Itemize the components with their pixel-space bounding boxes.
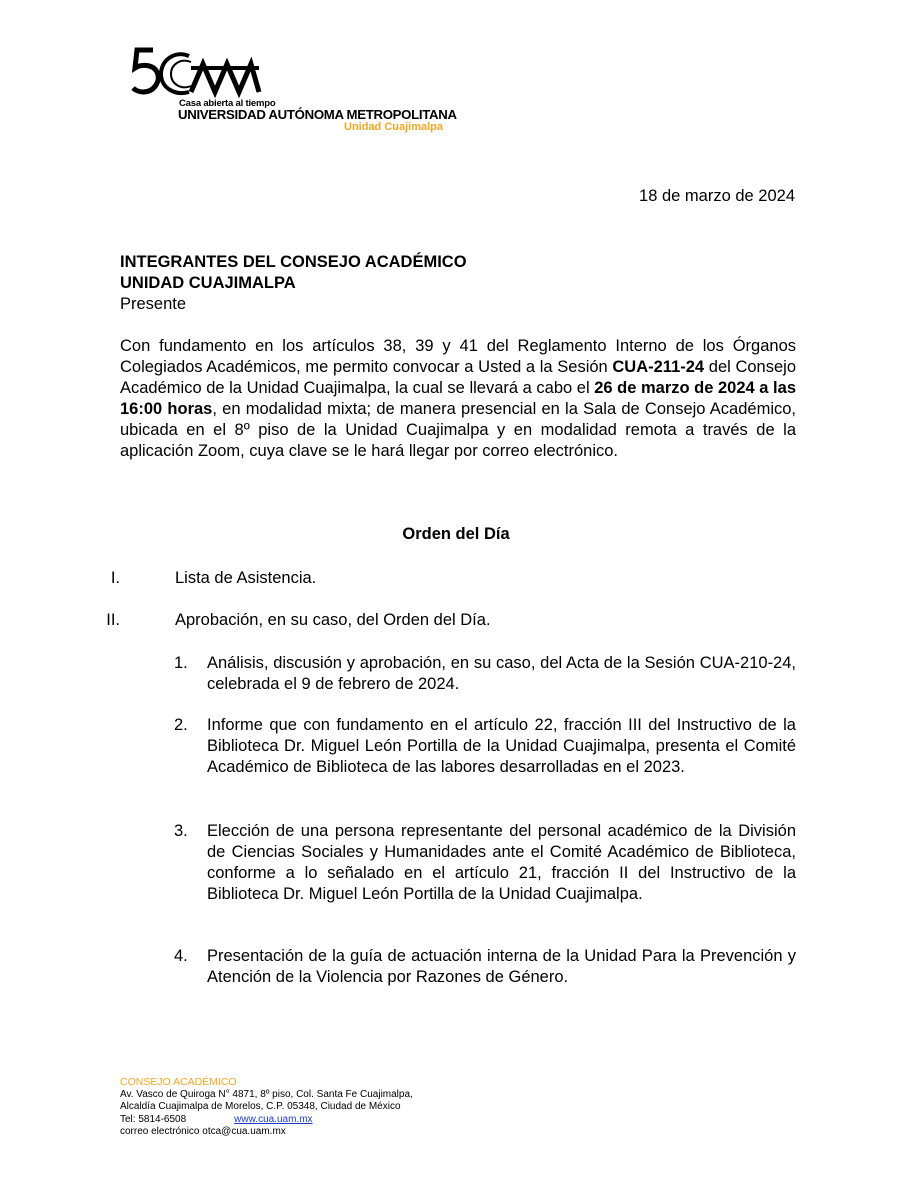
agenda-item-text: Análisis, discusión y aprobación, en su caso, del Acta de la Sesión CUA-210-24, celebrada el 9 de febrero de 2024.: [207, 654, 796, 693]
addressee-line-3: Presente: [120, 295, 187, 313]
roman-text: Aprobación, en su caso, del Orden del Día.: [175, 611, 491, 629]
agenda-item-number: 4.: [174, 947, 188, 965]
footer-contact: [120, 1076, 413, 1139]
intro-paragraph: [120, 336, 796, 462]
unit-name: Unidad Cuajimalpa: [344, 121, 444, 133]
roman-text: Lista de Asistencia.: [175, 569, 317, 587]
footer-website-link[interactable]: www.cua.uam.mx: [234, 1113, 313, 1125]
addressee-line-2: UNIDAD CUAJIMALPA: [120, 274, 296, 292]
footer-org: CONSEJO ACADÉMICO: [120, 1076, 237, 1088]
footer-email: correo electrónico otca@cua.uam.mx: [120, 1126, 286, 1137]
roman-number: II.: [106, 611, 120, 629]
intro-text-1: Con fundamento en los artículos 38, 39 y 41 del Reglamento Interno de los Órganos Colegiados Académicos, me permito convocar a Usted a la Sesión: [120, 337, 796, 376]
agenda-item-number: 2.: [174, 716, 188, 734]
university-name: UNIVERSIDAD AUTÓNOMA METROPOLITANA: [178, 107, 457, 122]
agenda-item: [170, 821, 796, 905]
agenda-title: Orden del Día: [402, 525, 510, 543]
intro-text-2: del Consejo Académico de la Unidad Cuajimalpa, la cual se llevará a cabo el: [120, 358, 796, 397]
agenda-item-number: 3.: [174, 822, 188, 840]
addressee-block: [120, 252, 467, 315]
logo-tagline: Casa abierta al tiempo: [179, 98, 276, 109]
footer-address-1: Av. Vasco de Quiroga N° 4871, 8º piso, Col. Santa Fe Cuajimalpa,: [120, 1088, 413, 1100]
intro-text-3: , en modalidad mixta; de manera presencial en la Sala de Consejo Académico, ubicada en el 8º piso de la Unidad Cuajimalpa y en modalidad remota a través de la aplicación Zoom, cuya clave se le hará llegar por correo electrónico.: [120, 400, 796, 460]
addressee-line-1: INTEGRANTES DEL CONSEJO ACADÉMICO: [120, 253, 467, 271]
uam-logo: [131, 46, 461, 138]
agenda-item: [170, 715, 796, 778]
footer-tel-row: [120, 1114, 413, 1127]
footer-tel: Tel: 5814-6508: [120, 1113, 187, 1125]
roman-number: I.: [110, 569, 120, 587]
agenda-item-number: 1.: [174, 654, 188, 672]
session-id: CUA-211-24: [612, 358, 705, 376]
agenda-item-text: Presentación de la guía de actuación interna de la Unidad Para la Prevención y Atención de la Violencia por Razones de Género.: [207, 947, 796, 986]
session-datetime: 26 de marzo de 2024 a las 16:00 horas: [120, 379, 796, 418]
letter-date: 18 de marzo de 2024: [639, 187, 795, 205]
footer-address-2: Alcaldía Cuajimalpa de Morelos, C.P. 05348, Ciudad de México: [120, 1101, 401, 1112]
agenda-item-text: Elección de una persona representante del personal académico de la División de Ciencias Sociales y Humanidades ante el Comité Académico de Biblioteca, conforme a lo señalado en el artículo 21, fracción II del Instructivo de la Biblioteca Dr. Miguel León Portilla de la Unidad Cuajimalpa.: [207, 822, 796, 903]
agenda-item: [170, 946, 796, 988]
agenda-item: [170, 653, 796, 695]
uam-50-logo-icon: [131, 46, 266, 98]
agenda-item-text: Informe que con fundamento en el artículo 22, fracción III del Instructivo de la Biblioteca Dr. Miguel León Portilla de la Unidad Cuajimalpa, presenta el Comité Académico de Biblioteca de las labores desarrolladas en el 2023.: [207, 716, 796, 776]
